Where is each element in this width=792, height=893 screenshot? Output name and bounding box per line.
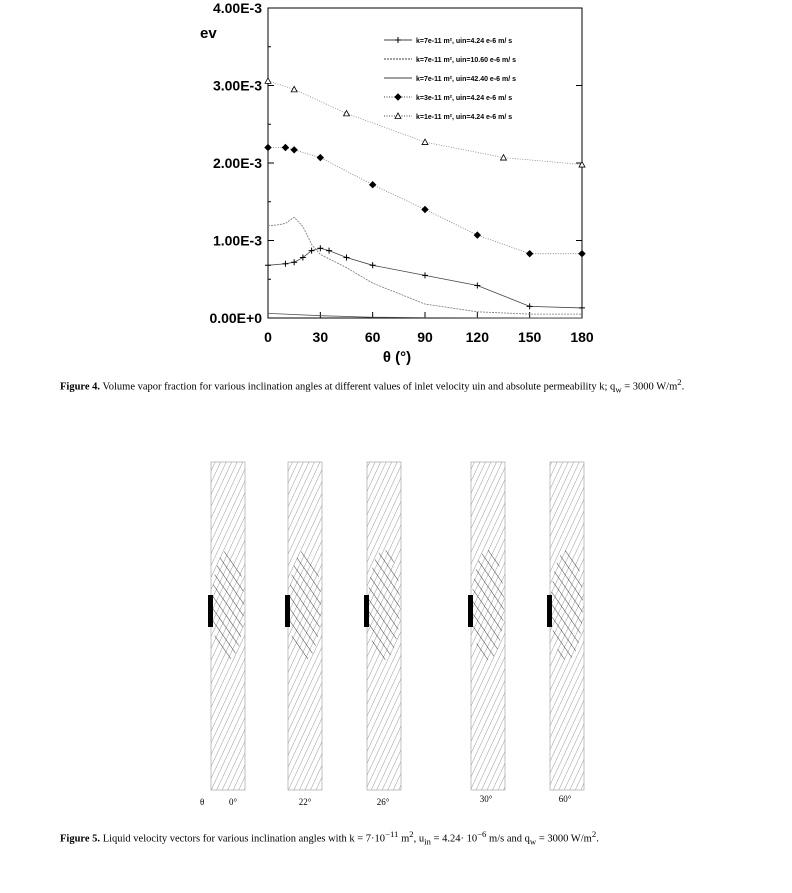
y-tick-label: 3.00E-3 <box>212 77 262 94</box>
figure5-caption-label: Figure 5. <box>60 833 101 845</box>
theta-label: θ <box>200 797 205 807</box>
y-tick-label: 0.00E+0 <box>209 310 262 326</box>
legend-label: k=1e-11 m², uin=4.24 e-6 m/ s <box>416 114 513 121</box>
x-axis-label: θ (°) <box>382 349 412 366</box>
panel-angle-label: 22° <box>298 797 312 807</box>
figure5-caption-text2: m <box>398 833 410 845</box>
panel-angle-label: 60° <box>558 794 572 804</box>
legend-label: k=7e-11 m², uin=10.60 e-6 m/ s <box>416 57 517 64</box>
vortex-region <box>212 550 244 660</box>
heater <box>468 595 473 627</box>
figure4-caption-end: . <box>681 381 685 393</box>
x-tick-label: 150 <box>517 329 542 345</box>
x-tick-label: 60 <box>364 329 381 345</box>
heater <box>364 595 369 627</box>
panel-angle-label: 26° <box>376 797 390 807</box>
x-tick-label: 0 <box>264 329 272 345</box>
figure5-caption-sub5: w <box>529 836 537 847</box>
figure4-caption-sup: 2 <box>677 377 682 387</box>
figure5-caption-sup4: −6 <box>477 829 487 839</box>
figure5-caption-text6: = 3000 W/m <box>536 833 592 845</box>
figure4-caption-sub: w <box>615 384 622 395</box>
heater <box>547 595 552 627</box>
figure5-caption <box>60 828 780 849</box>
x-tick-label: 120 <box>465 329 490 345</box>
y-tick-label: 1.00E-3 <box>212 232 262 249</box>
panel-angle-label: 0° <box>228 797 238 807</box>
figure4-caption-label: Figure 4. <box>60 381 101 393</box>
heater <box>285 595 290 627</box>
vector-panel <box>364 462 401 807</box>
vector-panel <box>285 462 322 807</box>
heater <box>208 595 213 627</box>
x-tick-label: 30 <box>312 329 329 345</box>
figure5-caption-text5: m/s and q <box>486 833 530 845</box>
figure5-caption-sup2: 2 <box>409 829 414 839</box>
figure5-caption-sup6: 2 <box>591 829 597 839</box>
figure4-caption-text: Volume vapor fraction for various inclination angles at different values of inlet velocity uin and absolute permeability k; q <box>102 381 616 393</box>
figure5-caption-text1: Liquid velocity vectors for various inclination angles with k = 7·10 <box>102 833 386 845</box>
x-tick-label: 180 <box>570 329 594 345</box>
figure5-caption-sub3: in <box>424 836 431 847</box>
x-tick-label: 90 <box>417 329 433 345</box>
vector-panel <box>468 462 505 804</box>
legend-label: k=3e-11 m², uin=4.24 e-6 m/ s <box>416 95 513 102</box>
panel-angle-label: 30° <box>479 794 493 804</box>
figure5-caption-text7: . <box>596 833 599 845</box>
vortex-region <box>289 550 321 660</box>
legend-label: k=7e-11 m², uin=4.24 e-6 m/ s <box>416 38 513 45</box>
vortex-region <box>472 550 504 660</box>
vortex-region <box>368 550 400 660</box>
vortex-region <box>551 550 583 660</box>
figure4-caption-tail: = 3000 W/m <box>621 381 678 393</box>
vector-panel <box>208 462 245 807</box>
y-tick-label: 4.00E-3 <box>212 0 262 16</box>
figure5-caption-text4: = 4.24· 10 <box>430 833 478 845</box>
figure5-caption-sup1: −11 <box>385 829 399 839</box>
y-axis-label: ev <box>200 25 217 42</box>
figure5-caption-text3: , u <box>413 833 425 845</box>
vector-panel <box>547 462 584 804</box>
legend-label: k=7e-11 m², uin=42.40 e-6 m/ s <box>416 76 517 83</box>
y-tick-label: 2.00E-3 <box>212 155 262 171</box>
